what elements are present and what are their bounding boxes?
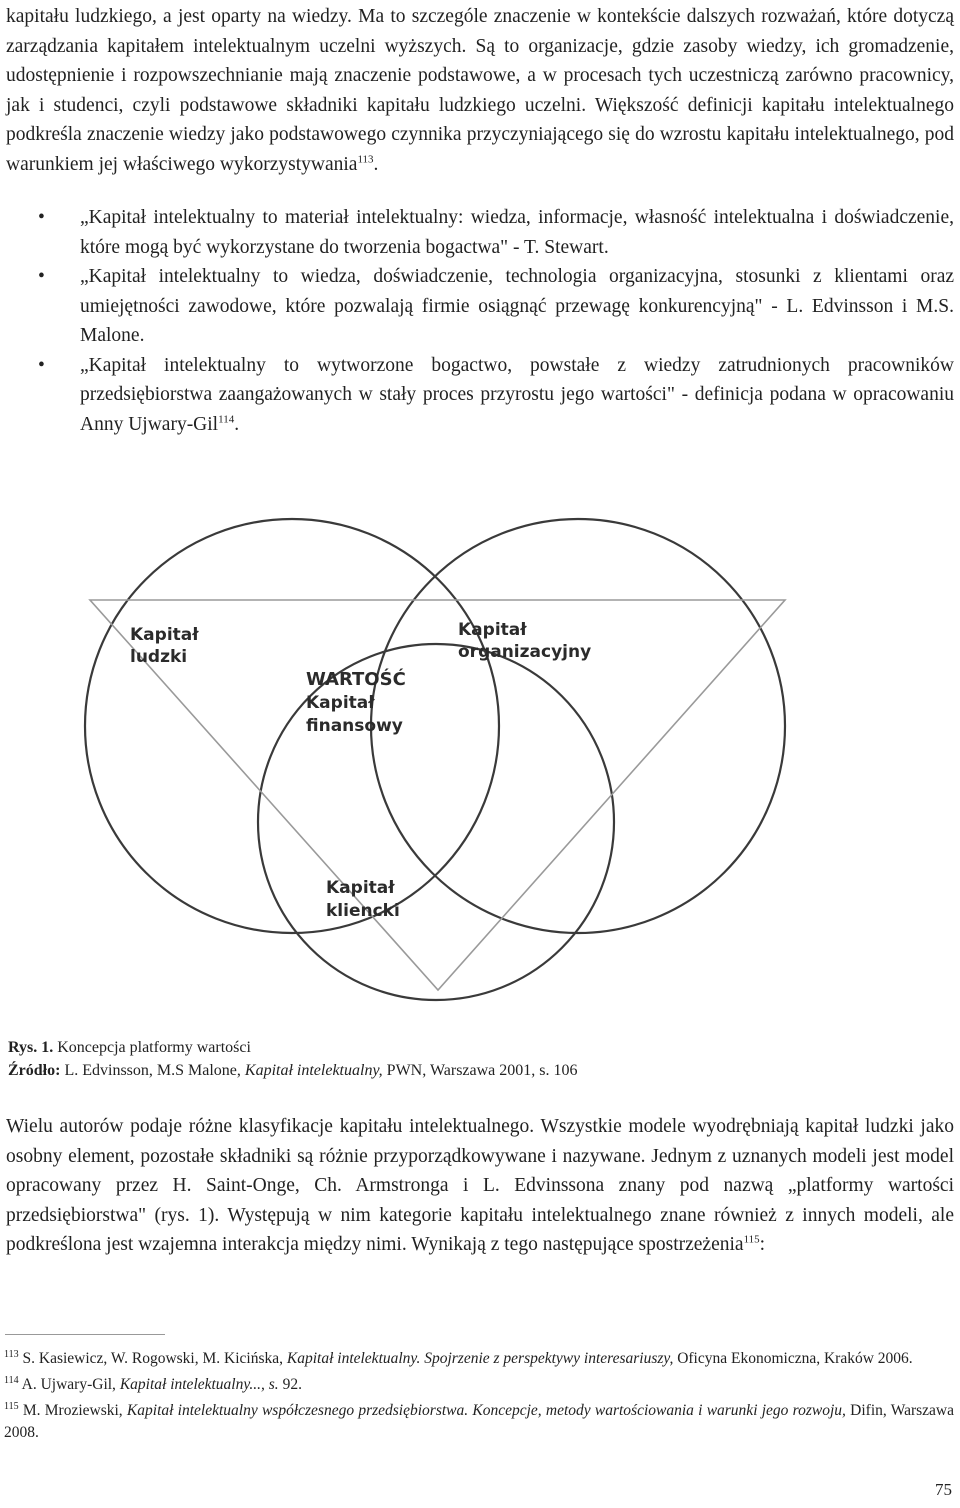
label-org-capital-1: Kapitał (458, 620, 527, 640)
footnote-ref-115[interactable]: 115 (743, 1233, 760, 1246)
page-number: 75 (935, 1480, 952, 1499)
label-client-capital-2: kliencki (326, 901, 400, 921)
footnote-113: $^{113}$ S. Kasiewicz, W. Rogowski, M. Kicińska, Kapitał intelektualny. Spojrzenie z perspektywy interesariuszy, Oficyna Ekonomiczna, Kraków 2006. (4, 1349, 913, 1368)
definition-list (0, 203, 954, 439)
value-triangle (90, 600, 785, 990)
circle-human-capital (85, 519, 499, 933)
footnotes (4, 1344, 954, 1444)
paragraph-intro: kapitału ludzkiego, a jest oparty na wiedzy. Ma to szczególe znaczenie w kontekście dalszych rozważań, które dotyczą zarządzania kapitałem intelektualnym uczelni wyższych. Są to organizacje, gdzie zasoby wiedzy, ich gromadzenie, udostępnienie i rozpowszechnianie mają znaczenie podstawowe, a w procesach tych uczestniczą zarówno pracownicy, jak i studenci, czyli podstawowe składniki kapitału ludzkiego uczelni. Większość definicji kapitału intelektualnego podkreśla znaczenie wiedzy jako podstawowego czynnika przyczyniającego się do wzrostu kapitału intelektualnego, pod warunkiem jej właściwego wykorzystywania$^{113}$. (6, 6, 954, 175)
label-financial-capital-2: finansowy (306, 716, 403, 736)
label-value: WARTOŚĆ (306, 669, 406, 690)
label-client-capital-1: Kapitał (326, 878, 395, 898)
label-human-capital-1: Kapitał (130, 625, 199, 645)
footnote-115: $^{115}$ M. Mroziewski, Kapitał intelektualny współczesnego przedsiębiorstwa. Koncepcje, metody wartościowania i warunki jego rozwoju, Difin, Warszawa 2008. (4, 1401, 954, 1442)
footnote-separator (5, 1334, 165, 1335)
definition-stewart: • „Kapitał intelektualny to materiał intelektualny: wiedza, informacje, własność intelektualna i doświadczenie, które mogą być wykorzystane do tworzenia bogactwa" - T. Stewart. (0, 203, 954, 262)
footnote-114: $^{114}$ A. Ujwary-Gil, Kapitał intelektualny..., s. 92. (4, 1375, 302, 1394)
footnote-ref-113[interactable]: 113 (357, 153, 374, 165)
definition-edvinsson: • „Kapitał intelektualny to wiedza, doświadczenie, technologia organizacyjna, stosunki z klientami oraz umiejętności zawodowe, które pozwalają firmie osiągnąć przewagę konkurencyjną" - L. Edvinsson i M.S. Malone. (0, 262, 954, 351)
value-platform-diagram (0, 490, 960, 1020)
figure-source: Źródło: L. Edvinsson, M.S Malone, Kapitał intelektualny, PWN, Warszawa 2001, s. 106 (8, 1062, 578, 1079)
definition-ujwary-gil: • „Kapitał intelektualny to wytworzone bogactwo, powstałe z wiedzy zatrudnionych pracowników przedsiębiorstwa zaangażowanych w stały proces przyrostu jego wartości" - definicja podana w opracowaniu Anny Ujwary-Gil$^{114}$. (0, 351, 954, 440)
paragraph-platform: Wielu autorów podaje różne klasyfikacje kapitału intelektualnego. Wszystkie modele wyodrębniają kapitał ludzki jako osobny element, pozostałe składniki są różnie przyporządkowywane i nazywane. Jednym z uznanych modeli jest model opracowany przez H. Saint-Onge, Ch. Armstronga i L. Edvinssona znany pod nazwą „platformy wartości przedsiębiorstwa" (rys. 1). Występują w nim kategorie kapitału intelektualnego znane również z innych modeli, ale podkreślona jest wzajemna interakcja między nimi. Wynikają z tego następujące spostrzeżenia$^{115}$: (6, 1116, 954, 1255)
circle-structural-capital (371, 519, 785, 933)
label-human-capital-2: ludzki (130, 647, 188, 667)
footnote-ref-114[interactable]: 114 (218, 413, 235, 425)
label-org-capital-2: organizacyjny (458, 642, 592, 662)
figure-caption: Rys. 1. Koncepcja platformy wartości (8, 1039, 251, 1056)
label-financial-capital-1: Kapitał (306, 693, 375, 713)
